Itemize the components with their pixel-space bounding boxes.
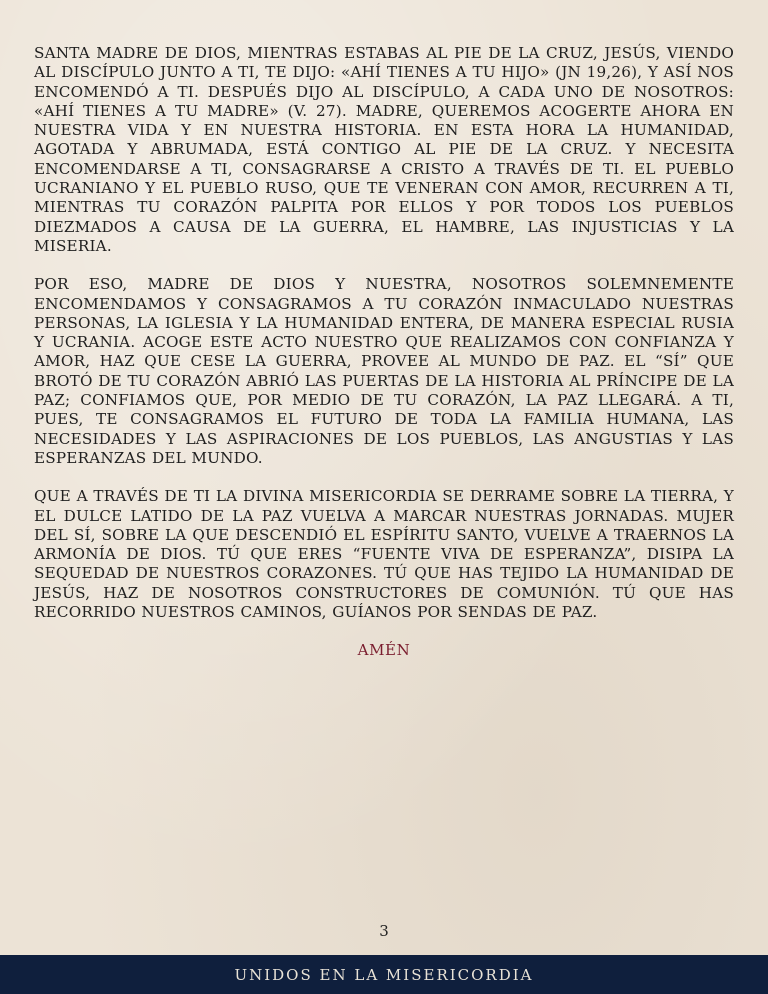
footer-band xyxy=(0,955,768,994)
page-number: 3 xyxy=(379,922,389,940)
closing-amen: AMÉN xyxy=(357,641,411,660)
prayer-paragraph-2: POR ESO, MADRE DE DIOS Y NUESTRA, NOSOTROS SOLEMNEMENTE ENCOMENDAMOS Y CONSAGRAMOS A TU CORAZÓN INMACULADO NUESTRAS PERSONAS, LA IGLESIA Y LA HUMANIDAD ENTERA, DE MANERA ESPECIAL RUSIA Y UCRANIA. ACOGE ESTE ACTO NUESTRO QUE REALIZAMOS CON CONFIANZA Y AMOR, HAZ QUE CESE LA GUERRA, PROVEE AL MUNDO DE PAZ. EL “SÍ” QUE BROTÓ DE TU CORAZÓN ABRIÓ LAS PUERTAS DE LA HISTORIA AL PRÍNCIPE DE LA PAZ; CONFIAMOS QUE, POR MEDIO DE TU CORAZÓN, LA PAZ LLEGARÁ. A TI, PUES, TE CONSAGRAMOS EL FUTURO DE TODA LA FAMILIA HUMANA, LAS NECESIDADES Y LAS ASPIRACIONES DE LOS PUEBLOS, LAS ANGUSTIAS Y LAS ESPERANZAS DEL MUNDO. xyxy=(34,275,734,467)
prayer-paragraph-3: QUE A TRAVÉS DE TI LA DIVINA MISERICORDIA SE DERRAME SOBRE LA TIERRA, Y EL DULCE LATIDO DE LA PAZ VUELVA A MARCAR NUESTRAS JORNADAS. MUJER DEL SÍ, SOBRE LA QUE DESCENDIÓ EL ESPÍRITU SANTO, VUELVE A TRAERNOS LA ARMONÍA DE DIOS. TÚ QUE ERES “FUENTE VIVA DE ESPERANZA”, DISIPA LA SEQUEDAD DE NUESTROS CORAZONES. TÚ QUE HAS TEJIDO LA HUMANIDAD DE JESÚS, HAZ DE NOSOTROS CONSTRUCTORES DE COMUNIÓN. TÚ QUE HAS RECORRIDO NUESTROS CAMINOS, GUÍANOS POR SENDAS DE PAZ. xyxy=(34,487,734,622)
prayer-paragraph-1: SANTA MADRE DE DIOS, MIENTRAS ESTABAS AL PIE DE LA CRUZ, JESÚS, VIENDO AL DISCÍPULO JUNTO A TI, TE DIJO: «AHÍ TIENES A TU HIJO» (JN 19,26), Y ASÍ NOS ENCOMENDÓ A TI. DESPUÉS DIJO AL DISCÍPULO, A CADA UNO DE NOSOTROS: «AHÍ TIENES A TU MADRE» (V. 27). MADRE, QUEREMOS ACOGERTE AHORA EN NUESTRA VIDA Y EN NUESTRA HISTORIA. EN ESTA HORA LA HUMANIDAD, AGOTADA Y ABRUMADA, ESTÁ CONTIGO AL PIE DE LA CRUZ. Y NECESITA ENCOMENDARSE A TI, CONSAGRARSE A CRISTO A TRAVÉS DE TI. EL PUEBLO UCRANIANO Y EL PUEBLO RUSO, QUE TE VENERAN CON AMOR, RECURREN A TI, MIENTRAS TU CORAZÓN PALPITA POR ELLOS Y POR TODOS LOS PUEBLOS DIEZMADOS A CAUSA DE LA GUERRA, EL HAMBRE, LAS INJUSTICIAS Y LA MISERIA. xyxy=(34,44,734,255)
prayer-page xyxy=(34,44,734,924)
footer-title: UNIDOS EN LA MISERICORDIA xyxy=(234,965,534,984)
